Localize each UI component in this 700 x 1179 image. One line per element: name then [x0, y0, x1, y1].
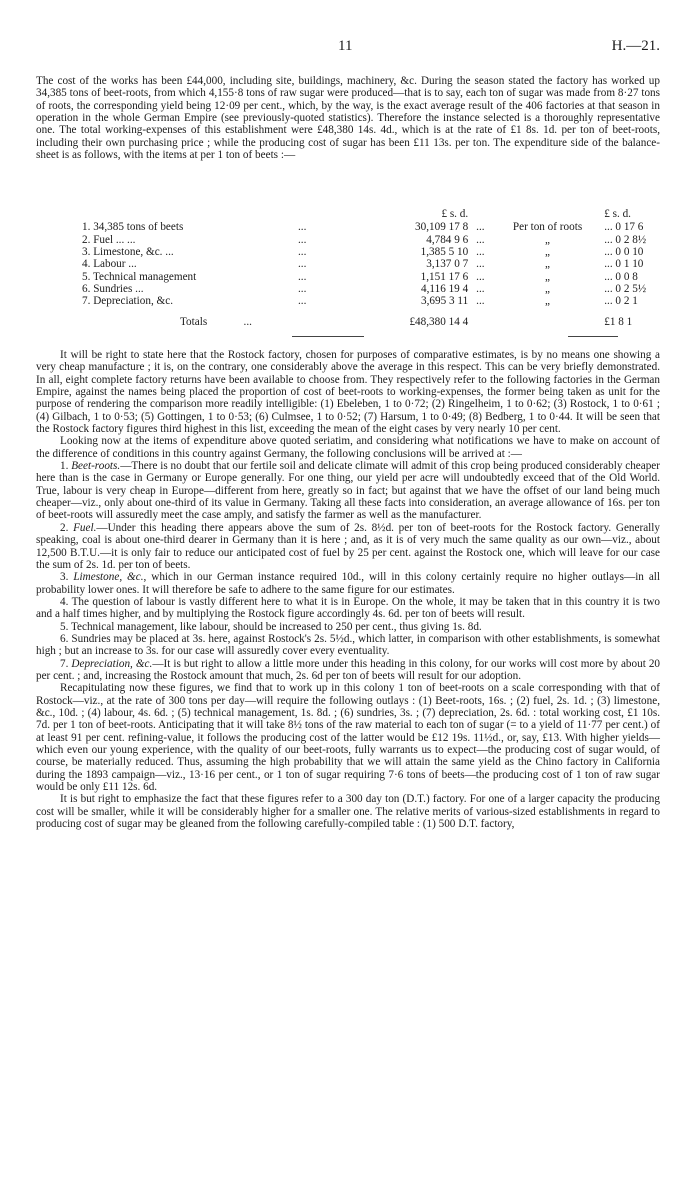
row-per-unit: „: [545, 283, 550, 296]
paragraph: 2. Fuel.—Under this heading there appears above the sum of 2s. 8½d. per ton of beet-roots for the Rostock factory. Generally speaking, coal is about one-third dearer in Germany than it is here ; and, as it is of very much the same quality as our own—viz., about 12,500 B.T.U.—it is only fair to reduce our anticipated cost of fuel by 25 per cent. against the Rostock one, which will leave for our case the sum of 2s. 1d. per ton of beets.: [36, 521, 660, 571]
row-item-label: 4. Labour ... ...: [82, 258, 307, 271]
totals-rule: [292, 336, 364, 337]
row-per-ton-amount: ... 0 0 8: [604, 270, 638, 283]
totals-amount: £48,380 14 4: [409, 315, 469, 328]
table-row: [82, 283, 660, 295]
paragraph: It is but right to emphasize the fact that these figures refer to a 300 day ton (D.T.) factory. For one of a larger capacity the producing cost will be smaller, while it will be considerably higher for a smaller one. The relative merits of various-sized establishments in regard to producing cost of sugar may be gleaned from the following carefully-compiled table : (1) 500 D.T. factory,: [36, 793, 660, 831]
intro-paragraph: The cost of the works has been £44,000, including site, buildings, machinery, &c. During the season stated the factory has worked up 34,385 tons of beet-roots, from which 4,155·8 tons of raw sugar were produced—that is to say, each ton of sugar was made from 8·27 tons of roots, the corresponding yield being 12·09 per cent., which, by the way, is the exact average result of the 406 factories at that season in operation in the whole German Empire (see previously-quoted statistics). Therefore the instance selected is a thoroughly representative one. The total working-expenses of this establishment were £48,380 14s. 4d., which is at the rate of £1 8s. 1d. per ton of beet-roots, including their own purchasing price ; while the producing cost of sugar has been £11 13s. per ton. The expenditure side of the balance-sheet is as follows, with the items at per 1 ton of beets :—: [36, 75, 660, 162]
row-dots: ...: [476, 283, 485, 296]
paragraph: 6. Sundries may be placed at 3s. here, against Rostock's 2s. 5½d., which latter, in comparison with other establishments, is somewhat high ; but an increase to 3s. for our case will assuredly cover every eventuality.: [36, 632, 660, 658]
row-per-ton-amount: ... 0 2 8½: [604, 233, 647, 246]
row-per-ton-amount: ... 0 2 1: [604, 295, 638, 308]
paragraph-heading: Beet-roots.: [71, 460, 121, 473]
paragraph-heading: Fuel.: [73, 521, 97, 534]
row-dots: ...: [476, 233, 485, 246]
row-per-ton-amount: ... 0 1 10: [604, 258, 644, 271]
paragraph: 4. The question of labour is vastly different here to what it is in Europe. On the whole, it may be taken that in this country it is two and a half times higher, and by multiplying the Rostock figure accordingly 4s. 6d. per ton of beets will result.: [36, 595, 660, 621]
row-total-amount: 1,385 5 10: [420, 246, 469, 259]
expenditure-table: [82, 208, 660, 328]
column-header-total: £ s. d.: [441, 208, 469, 220]
paragraph: Looking now at the items of expenditure above quoted seriatim, and considering what notifications we have to make on account of the difference of conditions in this country against Germany, the following conclusions will be arrived at :—: [36, 435, 660, 460]
row-total-amount: 1,151 17 6: [420, 270, 469, 283]
row-total-amount: 30,109 17 8: [415, 221, 469, 234]
row-per-unit: „: [545, 233, 550, 246]
row-per-ton-amount: ... 0 2 5½: [604, 283, 647, 296]
table-row: [82, 258, 660, 270]
row-per-ton-amount: ... 0 0 10: [604, 246, 644, 259]
table-row: [82, 246, 660, 258]
table-row: [82, 295, 660, 307]
row-item-label: 3. Limestone, &c. ... ...: [82, 246, 307, 259]
paragraph: 1. Beet-roots.—There is no doubt that our fertile soil and delicate climate will admit of this crop being produced considerably cheaper here than is the case in Germany or Europe generally. For one thing, our yield per acre will undoubtedly exceed that of the Old World. True, labour is very cheap in Europe—different from here, greatly so in fact; but against that we have the offset of our land being much cheaper—viz., only about one-third of its value in Germany. Taking all these facts into consideration, an average allowance of 16s. per ton of beet-roots will assuredly meet the case amply, and satisfy the farmer as well as the manufacturer.: [36, 460, 661, 522]
table-row: [82, 271, 660, 283]
paragraph-heading: Limestone, &c.: [73, 571, 144, 584]
totals-per-ton: £1 8 1: [604, 315, 633, 328]
row-dots: ...: [476, 246, 485, 259]
paragraph: Recapitulating now these figures, we find that to work up in this colony 1 ton of beet-roots on a scale corresponding with that of Rostock—viz., at the rate of 300 tons per day—will require the following outlays : (1) Beet-roots, 16s. ; (2) fuel, 2s. 1d. ; (3) limestone, &c., 10d. ; (4) labour, 4s. 6d. ; (5) technical management, 1s. 8d. ; (6) sundries, 3s. ; (7) depreciation, 2s. 6d. : total working cost, £1 10s. 7d. per 1 ton of beet-roots. Anticipating that it will take 8½ tons of the raw material to each ton of sugar (= to a yield of 11·77 per cent.) of at least 91 per cent. refining-value, it follows the producing cost of the latter would be £12 19s. 11½d., or, say, £13. With higher yields—which even our young experience, with the quality of our beet-roots, fully warrants us to expect—the producing cost of sugar would, of course, be materially reduced. Thus, assuming the high probability that we will attain the same yield as the Chino factory in California during the 1893 campaign—viz., 13·16 per cent., or 1 ton of sugar requiring 7·6 tons of beets—the producing cost of 1 ton of raw sugar would be only £11 12s. 6d.: [36, 682, 660, 794]
row-item-label: 7. Depreciation, &c. ...: [82, 295, 307, 308]
row-total-amount: 3,695 3 11: [421, 295, 469, 308]
paragraph: 5. Technical management, like labour, should be increased to 250 per cent., thus giving 1s. 8d.: [60, 620, 482, 633]
row-dots: ...: [476, 258, 485, 271]
totals-label: Totals ...: [180, 315, 252, 328]
row-per-unit: „: [545, 270, 550, 283]
totals-row: [82, 308, 660, 328]
row-item-label: 1. 34,385 tons of beets ...: [82, 221, 307, 234]
row-total-amount: 4,116 19 4: [421, 283, 469, 296]
document-reference: H.—21.: [611, 38, 660, 54]
table-row: [82, 221, 660, 233]
paragraph: 3. Limestone, &c., which in our German instance required 10d., will in this colony certainly require no higher outlays—in all probability lower ones. It will therefore be safe to adhere to the same figure for our estimates.: [36, 571, 661, 596]
row-per-unit: „: [545, 246, 550, 259]
row-dots: ...: [476, 221, 485, 234]
row-per-unit: „: [545, 258, 550, 271]
per-ton-totals-rule: [568, 336, 618, 337]
paragraph: 7. Depreciation, &c.—It is but right to allow a little more under this heading in this colony, for our works will cost more by about 20 per cent. ; and, increasing the Rostock amount that much, 2s. 6d per ton of beets will result for our adoption.: [36, 657, 661, 682]
page-header: [36, 38, 660, 58]
row-per-unit: Per ton of roots: [512, 221, 583, 234]
body-text: [36, 349, 660, 830]
page-number: 11: [338, 38, 353, 54]
paragraph: It will be right to state here that the Rostock factory, chosen for purposes of comparative estimates, is by no means one showing a very cheap manufacture ; it is, on the contrary, one considerably above the average in this respect. This can be very briefly demonstrated. In all, eight complete factory returns have been available to choose from. They respectively refer to the following factories in the German Empire, against the names being placed the proportion of cost of beet-roots to working-expenses, the former being taken as unit for the purpose of rendering the comparison more readily intelligible: (1) Ebeleben, 1 to 0·72; (2) Ringelheim, 1 to 0·62; (3) Rostock, 1 to 0·61 ; (4) Gilbach, 1 to 0·53; (5) Gottingen, 1 to 0·53; (6) Culmsee, 1 to 0·52; (7) Harsum, 1 to 0·49; (8) Bedberg, 1 to 0·44. It will be seen that the Rostock factory figures third highest in this list, exceeding the mean of the eight cases by very nearly 10 per cent.: [36, 349, 660, 436]
row-per-unit: „: [545, 295, 550, 308]
row-dots: ...: [476, 295, 485, 308]
table-header-row: [82, 208, 660, 221]
row-total-amount: 4,784 9 6: [426, 233, 469, 246]
expenditure-rows: [82, 221, 660, 307]
column-header-per-ton: £ s. d.: [604, 208, 631, 220]
row-item-label: 6. Sundries ... ...: [82, 283, 307, 296]
row-total-amount: 3,137 0 7: [426, 258, 469, 271]
row-dots: ...: [476, 270, 485, 283]
paragraph-heading: Depreciation, &c.: [71, 657, 153, 670]
intro-block: [36, 75, 660, 161]
row-item-label: 5. Technical management ...: [82, 270, 307, 283]
row-item-label: 2. Fuel ... ... ...: [82, 233, 307, 246]
row-per-ton-amount: ... 0 17 6: [604, 221, 644, 234]
table-row: [82, 234, 660, 246]
